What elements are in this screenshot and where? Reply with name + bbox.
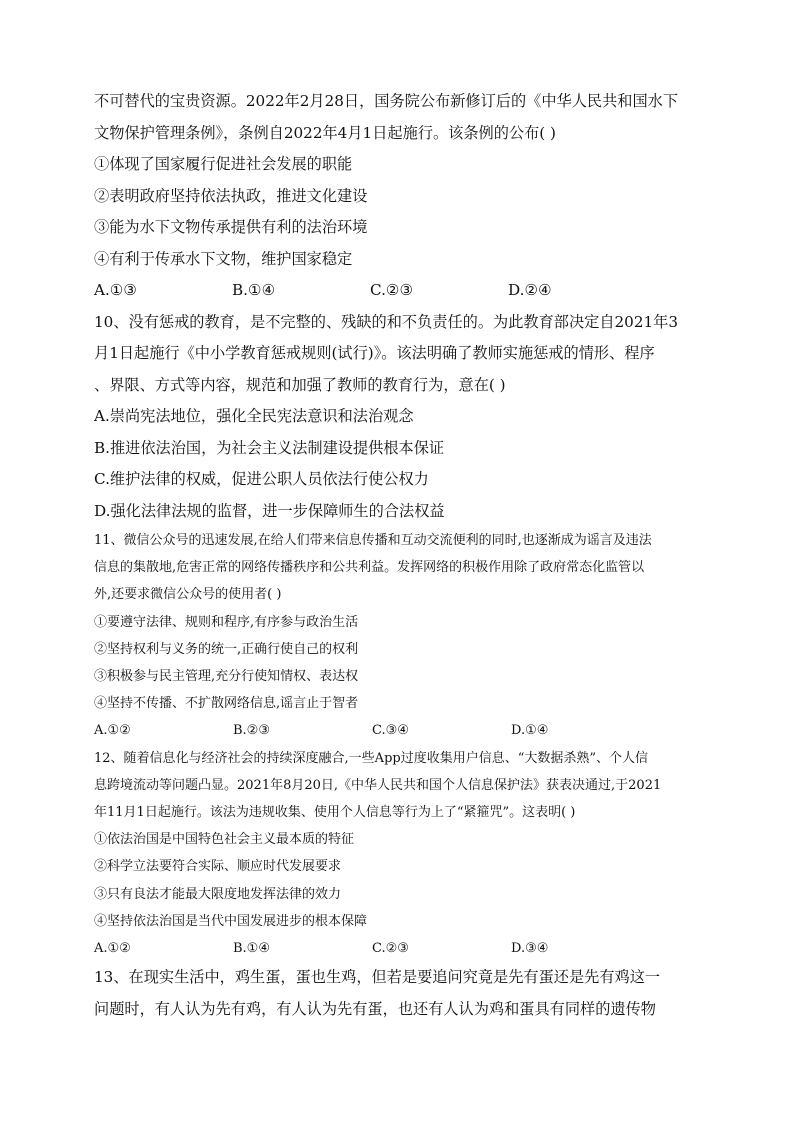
q11-option-a: A.①②: [94, 723, 131, 739]
q11-stem-line-3: 外,还要求微信公众号的使用者( ): [94, 587, 282, 603]
q10-option-a: A.崇尚宪法地位，强化全民宪法意识和法治观念: [94, 407, 414, 425]
q9-stem-line-1: 不可替代的宝贵资源。2022年2月28日，国务院公布新修订后的《中华人民共和国水下: [94, 92, 679, 110]
q10-option-b: B.推进依法治国，为社会主义法制建设提供根本保证: [94, 438, 445, 457]
q11-stem-line-1: 11、微信公众号的迅速发展,在给人们带来信息传播和互动交流便利的同时,也逐渐成为谣言及违法: [94, 533, 652, 548]
q11-option-d: D.①④: [511, 723, 549, 739]
q12-stem-line-1: 12、随着信息化与经济社会的持续深度融合,一些App过度收集用户信息、“大数据杀熟”、个人信: [94, 750, 648, 766]
q9-item-3: ③能为水下文物传承提供有利的法治环境: [94, 218, 368, 236]
q9-item-2: ②表明政府坚持依法执政，推进文化建设: [94, 186, 368, 205]
q13-stem-line-1: 13、在现实生活中，鸡生蛋，蛋也生鸡，但若是要追问究竟是先有蛋还是先有鸡这一: [94, 968, 661, 987]
q9-item-4: ④有利于传承水下文物，维护国家稳定: [94, 249, 353, 268]
q11-option-b: B.②③: [233, 723, 270, 739]
q10-option-c: C.维护法律的权威，促进公职人员依法行使公权力: [94, 470, 429, 488]
q10-stem-line-2: 月1日起施行《中小学教育惩戒规则(试行)》。该法明确了教师实施惩戒的情形、程序: [94, 344, 655, 362]
q12-stem-line-2: 息跨境流动等问题凸显。2021年8月20日,《中华人民共和国个人信息保护法》获表决通过,于2021: [94, 777, 662, 793]
q11-item-4: ④坚持不传播、不扩散网络信息,谣言止于智者: [94, 696, 359, 712]
q12-stem-line-3: 年11月1日起施行。该法为违规收集、使用个人信息等行为上了“紧箍咒”。这表明( ): [94, 805, 576, 821]
page-content: [94, 86, 704, 1025]
q12-option-a: A.①②: [94, 941, 131, 957]
question-12: [94, 745, 704, 963]
question-10: [94, 307, 704, 528]
q13-stem-line-2: 问题时，有人认为先有鸡，有人认为先有蛋，也还有人认为鸡和蛋具有同样的遗传物: [94, 999, 656, 1018]
q11-stem-line-2: 信息的集散地,危害正常的网络传播秩序和公共利益。发挥网络的积极作用除了政府常态化监管以: [94, 560, 645, 576]
q11-item-3: ③积极参与民主管理,充分行使知情权、表达权: [94, 669, 359, 685]
q9-option-b: B.①④: [232, 281, 276, 299]
q11-option-c: C.③④: [372, 723, 409, 739]
q9-option-a: A.①③: [94, 281, 138, 299]
q12-item-2: ②科学立法要符合实际、顺应时代发展要求: [94, 859, 342, 875]
q10-stem-line-1: 10、没有惩戒的教育，是不完整的、残缺的和不负责任的。为此教育部决定自2021年3: [94, 312, 679, 331]
question-9: [94, 86, 704, 307]
q10-option-d: D.强化法律法规的监督，进一步保障师生的合法权益: [94, 501, 445, 520]
question-11: [94, 527, 704, 745]
q12-item-3: ③只有良法才能最大限度地发挥法律的效力: [94, 886, 342, 902]
q12-item-1: ①依法治国是中国特色社会主义最本质的特征: [94, 832, 355, 848]
q12-option-c: C.②③: [372, 941, 409, 957]
q11-item-2: ②坚持权利与义务的统一,正确行使自己的权利: [94, 641, 359, 657]
q12-option-d: D.③④: [511, 941, 549, 957]
q10-stem-line-3: 、界限、方式等内容，规范和加强了教师的教育行为，意在( ): [94, 375, 506, 394]
q9-option-d: D.②④: [508, 281, 552, 299]
q9-option-c: C.②③: [370, 281, 414, 299]
q9-stem-line-2: 文物保护管理条例》，条例自2022年4月1日起施行。该条例的公布( ): [94, 123, 556, 142]
q9-options: [94, 275, 704, 307]
q11-options: [94, 717, 704, 744]
question-13: [94, 962, 704, 1025]
q12-option-b: B.①④: [233, 941, 270, 957]
q12-item-4: ④坚持依法治国是当代中国发展进步的根本保障: [94, 913, 368, 929]
q9-item-1: ①体现了国家履行促进社会发展的职能: [94, 155, 353, 173]
q11-item-1: ①要遵守法律、规则和程序,有序参与政治生活: [94, 614, 359, 630]
q12-options: [94, 935, 704, 962]
